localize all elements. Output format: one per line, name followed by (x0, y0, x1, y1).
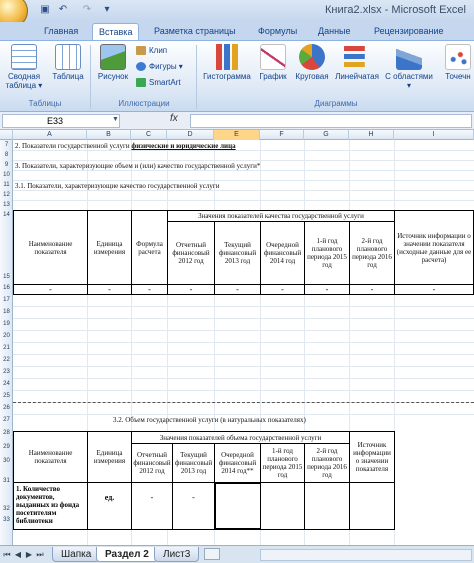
graph-label: График (259, 72, 287, 81)
sheet-tab-list3[interactable]: Лист3 (154, 547, 199, 562)
pie-chart-button[interactable] (292, 44, 332, 81)
row-header[interactable]: 31 (3, 478, 10, 484)
t2-row-value[interactable]: - (172, 482, 215, 530)
section-2-text: 2. Показатели государственной услуги (15, 142, 132, 150)
group-tables-label: Таблицы (28, 99, 62, 108)
sheet-tab-shapka[interactable]: Шапка (52, 547, 100, 562)
gridline (13, 200, 474, 201)
gridline (13, 190, 474, 191)
gridline (13, 170, 474, 171)
area-label: С областями ▾ (385, 72, 433, 90)
ribbon (0, 40, 474, 112)
column-header[interactable]: A (13, 130, 87, 140)
shapes-label: Фигуры ▾ (149, 62, 183, 71)
t1-header-year: 2-й год планового периода 2016 год (349, 221, 395, 285)
t2-header-name: Наименование показателя (13, 431, 88, 483)
table-button[interactable] (48, 44, 88, 81)
gridline (13, 390, 474, 391)
name-box-dropdown-icon[interactable]: ▼ (112, 116, 119, 123)
row-header[interactable]: 16 (3, 285, 10, 291)
t2-header-source: Источник информации о значении показателя (349, 431, 395, 483)
column-header[interactable]: C (131, 130, 167, 140)
t1-cell[interactable]: - (87, 284, 132, 295)
ribbon-tabs (0, 22, 474, 40)
column-header[interactable]: I (394, 130, 474, 140)
t2-row-name[interactable]: 1. Количество документов, выданных из фонда посетителям библиотеки (13, 482, 88, 530)
prev-sheet-icon[interactable]: ◀ (14, 550, 22, 559)
row-header[interactable]: 27 (3, 417, 10, 423)
row-header[interactable]: 33 (3, 517, 10, 523)
gridline (13, 414, 474, 415)
picture-icon (100, 44, 126, 70)
gridline (13, 330, 474, 331)
clip-label: Клип (149, 46, 168, 55)
bar-chart-icon (344, 44, 370, 70)
gridline (13, 180, 474, 181)
column-header[interactable]: D (167, 130, 214, 140)
tab-data[interactable]: Данные (318, 26, 351, 36)
t1-header-year: Текущий финансовый 2013 год (214, 221, 261, 285)
gridline (13, 354, 474, 355)
row-header[interactable]: 9 (4, 162, 9, 168)
row-header[interactable]: 21 (3, 345, 10, 351)
table-label: Таблица (52, 72, 84, 81)
row-header[interactable]: 19 (3, 321, 10, 327)
pivot-table-button[interactable] (4, 44, 44, 90)
scatter-chart-button[interactable] (438, 44, 474, 81)
column-headers (0, 130, 474, 140)
first-sheet-icon[interactable]: ⏮ (3, 550, 11, 559)
t1-cell[interactable]: - (260, 284, 305, 295)
row-header[interactable]: 18 (3, 309, 10, 315)
t2-header-group: Значения показателей объема государственной услуги (131, 431, 350, 444)
row-header[interactable]: 10 (3, 172, 10, 178)
row-header[interactable]: 24 (3, 381, 10, 387)
t1-cell[interactable]: - (394, 284, 474, 295)
row-header[interactable]: 11 (3, 182, 10, 188)
save-icon[interactable]: ▣ (40, 4, 50, 15)
column-header[interactable]: B (87, 130, 131, 140)
picture-label: Рисунок (97, 72, 129, 81)
histogram-label: Гистограмма (203, 72, 251, 81)
insert-sheet-icon[interactable] (204, 548, 220, 560)
shapes-icon (136, 62, 146, 71)
line-chart-button[interactable] (256, 44, 290, 81)
sheet-tabs-bar (0, 545, 474, 563)
row-header[interactable]: 13 (3, 202, 10, 208)
row-headers (0, 140, 13, 545)
pie-chart-icon (299, 44, 325, 70)
tab-formulas[interactable]: Формулы (258, 26, 298, 36)
t2-row-unit[interactable]: ед. (87, 482, 132, 530)
table-icon (55, 44, 81, 70)
group-separator (196, 45, 197, 109)
qat-dropdown-icon[interactable]: ▾ (104, 4, 110, 15)
section-2-heading (15, 142, 236, 150)
row-header[interactable]: 26 (3, 405, 10, 411)
t1-cell[interactable]: - (214, 284, 261, 295)
selected-cell-E33[interactable] (214, 482, 262, 530)
row-header[interactable]: 15 (3, 274, 10, 280)
tab-review[interactable]: Рецензирование (374, 26, 444, 36)
worksheet-grid[interactable] (13, 140, 474, 545)
column-header[interactable]: F (260, 130, 304, 140)
column-header[interactable]: E (214, 130, 260, 140)
horizontal-scrollbar[interactable] (260, 549, 472, 561)
row-header[interactable]: 14 (3, 212, 10, 218)
picture-button[interactable] (94, 44, 132, 81)
clipart-icon (136, 46, 146, 55)
group-charts-label: Диаграммы (314, 99, 358, 108)
t2-row-value[interactable]: - (131, 482, 173, 530)
gridline (13, 366, 474, 367)
tab-insert[interactable]: Вставка (92, 23, 139, 40)
gridline (13, 378, 474, 379)
undo-icon[interactable]: ↶ (58, 4, 68, 15)
column-header[interactable]: G (304, 130, 349, 140)
scatter-label: Точечн (445, 72, 471, 81)
row-header[interactable]: 29 (3, 444, 10, 450)
row-header[interactable]: 28 (3, 430, 10, 436)
t2-header-year: 1-й год планового периода 2015 год (260, 443, 305, 483)
t2-row-value[interactable] (349, 482, 395, 530)
line-chart-icon (260, 44, 286, 70)
line-label: Линейчатая (335, 72, 379, 81)
t1-header-year: Отчетный финансовый 2012 год (167, 221, 215, 285)
group-illustrations-label: Иллюстрации (118, 99, 170, 108)
area-chart-button[interactable] (384, 44, 434, 90)
column-chart-icon (214, 44, 240, 70)
pie-label: Круговая (295, 72, 329, 81)
fx-icon[interactable]: fx (170, 113, 178, 124)
name-box[interactable]: E33 (2, 114, 120, 128)
redo-icon[interactable]: ↷ (82, 4, 92, 15)
t2-header-year: 2-й год планового периода 2016 год (304, 443, 350, 483)
row-header[interactable]: 20 (3, 333, 10, 339)
t1-header-year: Очередной финансовый 2014 год (260, 221, 305, 285)
section-3-1-heading: 3.1. Показатели, характеризующие качество государственной услуги (15, 182, 220, 190)
row-header[interactable]: 8 (4, 152, 9, 158)
row-header[interactable]: 22 (3, 357, 10, 363)
gridline (13, 318, 474, 319)
smartart-button[interactable] (136, 77, 181, 88)
scatter-chart-icon (445, 44, 471, 70)
formula-bar (0, 112, 474, 130)
pivot-table-label: Сводная таблица ▾ (5, 72, 43, 90)
pivot-table-icon (11, 44, 37, 70)
t1-header-unit: Единица измерения (87, 210, 132, 285)
t2-row-value[interactable] (260, 482, 305, 530)
sheet-tab-razdel-2[interactable]: Раздел 2 (96, 547, 158, 562)
smartart-label: SmartArt (149, 78, 181, 87)
tab-home[interactable]: Главная (44, 26, 79, 36)
area-chart-icon (396, 44, 422, 70)
tab-page-layout[interactable]: Разметка страницы (154, 26, 236, 36)
last-sheet-icon[interactable]: ⏭ (36, 550, 44, 559)
t1-cell[interactable]: - (349, 284, 395, 295)
next-sheet-icon[interactable]: ▶ (25, 550, 33, 559)
gridline (13, 306, 474, 307)
t2-row-value[interactable] (304, 482, 350, 530)
formula-input[interactable] (190, 114, 472, 128)
t1-header-year: 1-й год планового периода 2015 год (304, 221, 350, 285)
column-header[interactable]: H (349, 130, 394, 140)
smartart-icon (136, 78, 146, 87)
t1-cell[interactable]: - (131, 284, 168, 295)
bar-chart-button[interactable] (334, 44, 380, 81)
t1-header-source: Источник информации о значении показателя (исходные данные для ее расчета) (394, 210, 474, 285)
t2-header-year: Очередной финансовый 2014 год** (214, 443, 261, 483)
window-title: Книга2.xlsx - Microsoft Excel (325, 4, 466, 16)
t1-cell[interactable]: - (13, 284, 88, 295)
gridline (13, 150, 474, 151)
t1-header-name: Наименование показателя (13, 210, 88, 285)
t1-cell[interactable]: - (304, 284, 350, 295)
page-break-line (13, 402, 474, 403)
title-bar (0, 0, 474, 22)
shapes-button[interactable] (136, 61, 183, 72)
t1-cell[interactable]: - (167, 284, 215, 295)
section-3-2-heading: 3.2. Объем государственной услуги (в натуральных показателях) (113, 416, 306, 424)
row-header[interactable]: 30 (3, 458, 10, 464)
section-2-recipients: физические и юридические лица (131, 142, 236, 150)
row-header[interactable]: 25 (3, 393, 10, 399)
section-3-heading: 3. Показатели, характеризующие объем и (или) качество государственной услуги* (15, 162, 261, 170)
group-separator (90, 45, 91, 109)
select-all-corner[interactable] (0, 130, 13, 140)
clip-button[interactable] (136, 45, 167, 56)
t2-header-year: Текущий финансовый 2013 год (172, 443, 215, 483)
gridline (13, 342, 474, 343)
t1-header-group: Значения показателей качества государственной услуги (167, 210, 395, 222)
gridline (13, 160, 474, 161)
t2-header-year: Отчетный финансовый 2012 год (131, 443, 173, 483)
histogram-button[interactable] (200, 44, 254, 81)
row-header[interactable]: 7 (4, 142, 9, 148)
row-header[interactable]: 23 (3, 369, 10, 375)
row-header[interactable]: 17 (3, 297, 10, 303)
row-header[interactable]: 32 (3, 506, 10, 512)
row-header[interactable]: 12 (3, 192, 10, 198)
t1-header-formula: Формула расчета (131, 210, 168, 285)
t2-header-unit: Единица измерения (87, 431, 132, 483)
